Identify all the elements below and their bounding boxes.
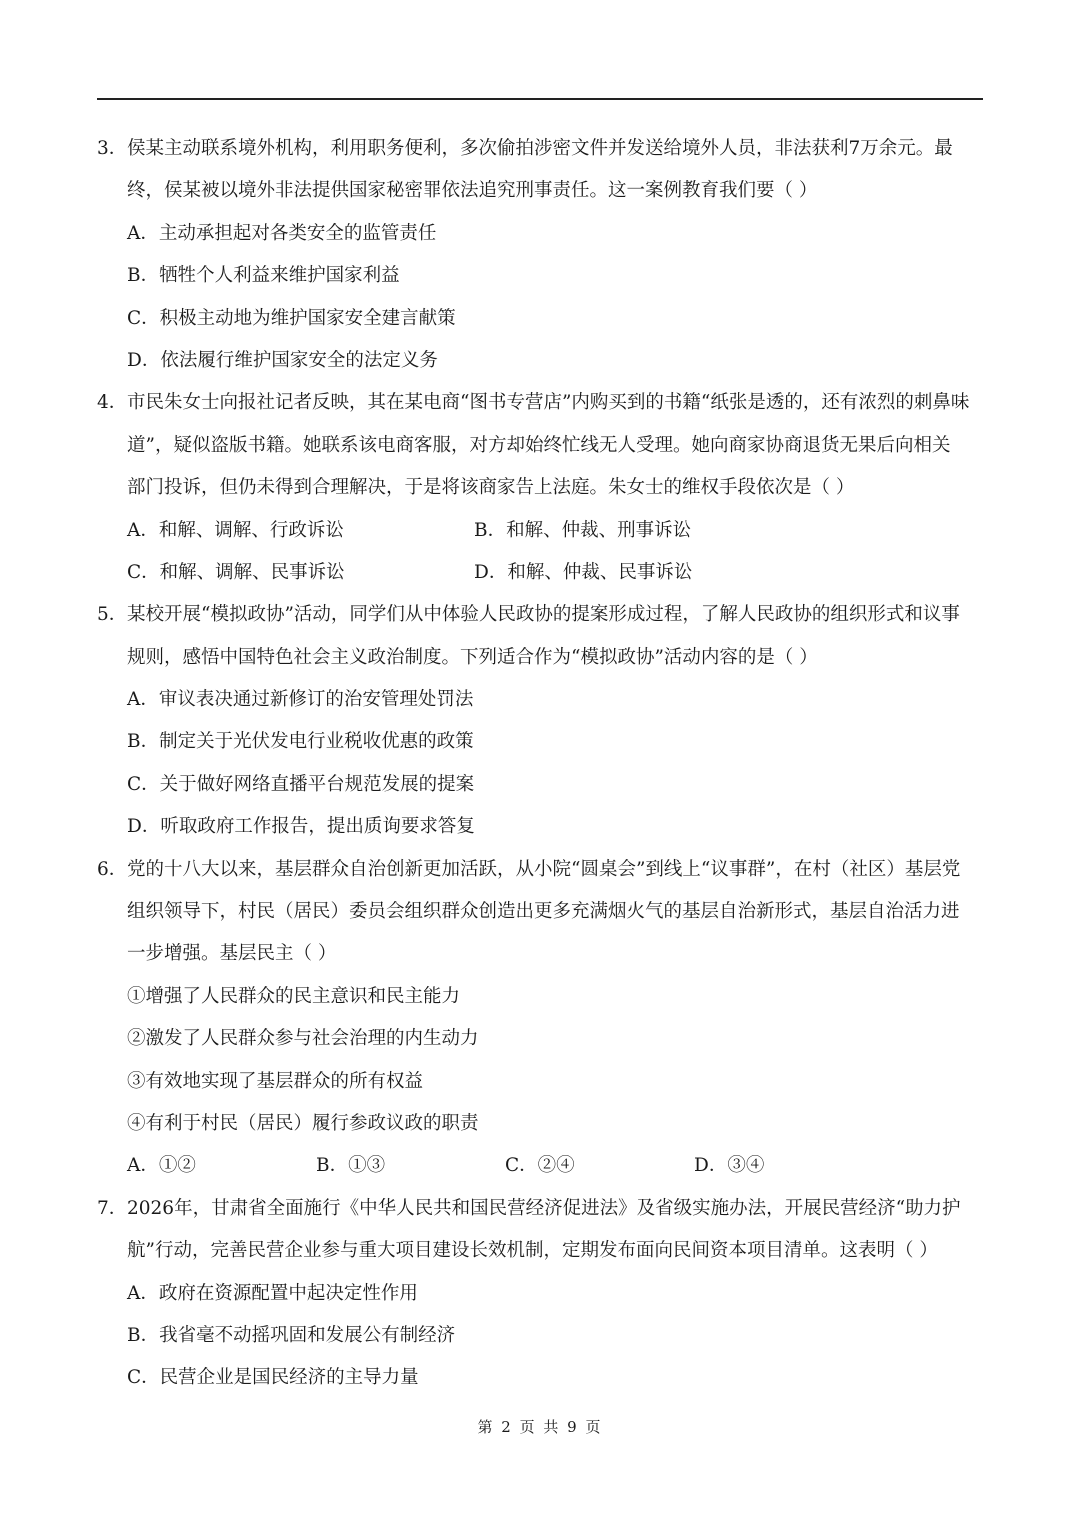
option-a: A．①② (127, 1155, 196, 1177)
page-footer: 第 2 页 共 9 页 (477, 1418, 603, 1436)
options-row (97, 1145, 987, 1187)
question-number: 5． (97, 604, 128, 626)
option-a: A．和解、调解、行政诉讼 (127, 519, 344, 541)
page-content (97, 128, 987, 1400)
option-b: B．制定关于光伏发电行业税收优惠的政策 (127, 731, 474, 753)
option-c: C．民营企业是国民经济的主导力量 (127, 1367, 419, 1389)
option-d: D．依法履行维护国家安全的法定义务 (127, 349, 438, 371)
question-number: 6． (97, 858, 128, 880)
option-b: B．和解、仲裁、刑事诉讼 (474, 519, 692, 541)
question-text: 2026年，甘肃省全面施行《中华人民共和国民营经济促进法》及省级实施办法，开展民营经济“助力护 (127, 1197, 961, 1219)
question-text: 侯某主动联系境外机构，利用职务便利，多次偷拍涉密文件并发送给境外人员，非法获利7万余元。最 (127, 138, 953, 159)
header-rule (97, 98, 983, 100)
question-text: 组织领导下，村民（居民）委员会组织群众创造出更多充满烟火气的基层自治新形式，基层自治活力进 (127, 901, 960, 923)
question-text: 终，侯某被以境外非法提供国家秘密罪依法追究刑事责任。这一案例教育我们要（ ） (127, 180, 818, 202)
statement-4: ④有利于村民（居民）履行参政议政的职责 (127, 1112, 479, 1134)
question-text: 航”行动，完善民营企业参与重大项目建设长效机制，定期发布面向民间资本项目清单。这表明（ ） (127, 1240, 938, 1262)
question-text: 部门投诉，但仍未得到合理解决，于是将该商家告上法庭。朱女士的维权手段依次是（ ） (127, 477, 855, 499)
options-row (97, 510, 987, 552)
question-text: 党的十八大以来，基层群众自治创新更加活跃，从小院“圆桌会”到线上“议事群”，在村（社区）基层党 (127, 858, 961, 880)
question-line (97, 128, 987, 170)
option-c: C．关于做好网络直播平台规范发展的提案 (127, 773, 475, 795)
statement-1: ①增强了人民群众的民主意识和民主能力 (127, 985, 461, 1007)
option-b: B．①③ (316, 1155, 386, 1177)
option-d: D．③④ (694, 1155, 765, 1177)
question-line (97, 1188, 987, 1230)
question-text: 市民朱女士向报社记者反映，其在某电商“图书专营店”内购买到的书籍“纸张是透的，还有浓烈的刺鼻味 (127, 392, 970, 414)
question-6 (97, 849, 987, 1188)
option-b: B．我省毫不动摇巩固和发展公有制经济 (127, 1324, 456, 1346)
option-a: A．政府在资源配置中起决定性作用 (127, 1282, 418, 1304)
statement-2: ②激发了人民群众参与社会治理的内生动力 (127, 1028, 479, 1050)
option-c: C．和解、调解、民事诉讼 (127, 561, 345, 583)
question-number: 4． (97, 392, 128, 414)
option-c: C．积极主动地为维护国家安全建言献策 (127, 307, 456, 329)
option-a: A．主动承担起对各类安全的监管责任 (127, 222, 437, 244)
question-4 (97, 382, 987, 594)
question-7 (97, 1188, 987, 1400)
option-d: D．听取政府工作报告，提出质询要求答复 (127, 816, 475, 838)
question-line (97, 594, 987, 636)
option-d: D．和解、仲裁、民事诉讼 (474, 561, 693, 583)
question-text: 道”，疑似盗版书籍。她联系该电商客服，对方却始终忙线无人受理。她向商家协商退货无果后向相关 (127, 434, 951, 456)
question-text: 一步增强。基层民主（ ） (127, 943, 337, 965)
question-text: 规则，感悟中国特色社会主义政治制度。下列适合作为“模拟政协”活动内容的是（ ） (127, 646, 818, 668)
option-c: C．②④ (505, 1155, 575, 1177)
question-line (97, 382, 987, 424)
question-text: 某校开展“模拟政协”活动，同学们从中体验人民政协的提案形成过程，了解人民政协的组织形式和议事 (127, 604, 960, 626)
question-5 (97, 594, 987, 848)
statement-3: ③有效地实现了基层群众的所有权益 (127, 1070, 424, 1092)
options-row (97, 552, 987, 594)
option-a: A．审议表决通过新修订的治安管理处罚法 (127, 689, 474, 711)
question-number: 3． (97, 138, 128, 159)
question-number: 7． (97, 1197, 128, 1219)
question-line (97, 849, 987, 891)
question-3 (97, 128, 987, 382)
option-b: B．牺牲个人利益来维护国家利益 (127, 265, 400, 287)
